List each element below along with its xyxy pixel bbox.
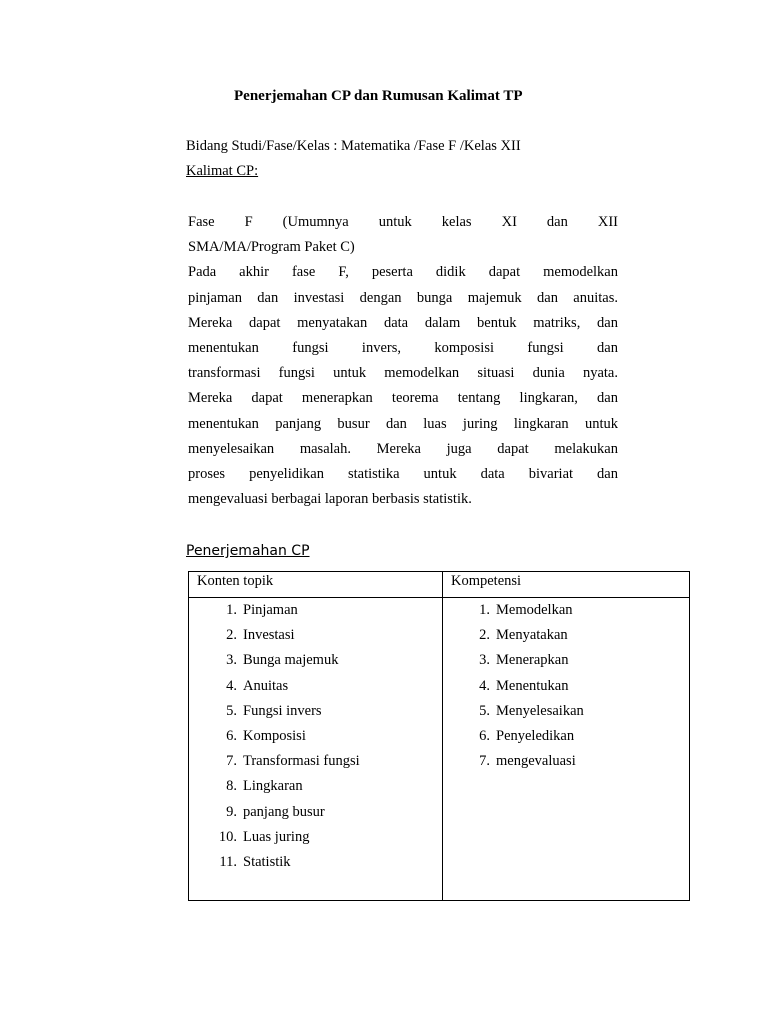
list-item-text: Pinjaman	[243, 602, 298, 618]
list-item-text: mengevaluasi	[496, 753, 576, 770]
list-item	[189, 623, 442, 648]
cp-line: Mereka dapat menerapkan teorema tentang lingkaran, dan	[188, 390, 618, 407]
list-item	[189, 800, 442, 825]
list-item	[189, 648, 442, 673]
list-item-text: Menyelesaikan	[496, 702, 584, 719]
list-item-number: 5.	[479, 702, 490, 719]
list-item	[189, 749, 442, 774]
list-item-number: 2.	[479, 627, 490, 644]
header-konten-topik: Konten topik	[189, 572, 443, 598]
list-item-text: Investasi	[243, 627, 295, 644]
cp-line: transformasi fungsi untuk memodelkan situasi dunia nyata.	[188, 365, 618, 382]
list-item-number: 11.	[219, 854, 237, 871]
list-item-text: panjang busur	[243, 803, 325, 820]
list-item-text: Penyeledikan	[496, 728, 575, 745]
list-item-text: Transformasi fungsi	[243, 753, 360, 770]
section-heading: Penerjemahan CP	[186, 543, 310, 559]
list-item-number: 7.	[479, 753, 490, 770]
list-item	[189, 674, 442, 699]
list-item-number: 1.	[479, 602, 490, 618]
cp-line: menyelesaikan masalah. Mereka juga dapat melakukan	[188, 440, 618, 457]
cp-label: Kalimat CP:	[186, 163, 259, 179]
list-item-number: 8.	[226, 778, 237, 795]
list-item	[443, 749, 689, 774]
list-item-text: Bunga majemuk	[243, 652, 339, 669]
list-item-number: 9.	[226, 803, 237, 820]
list-item-text: Memodelkan	[496, 602, 573, 618]
list-item	[189, 825, 442, 850]
list-item-number: 3.	[226, 652, 237, 669]
header-kompetensi: Kompetensi	[443, 572, 690, 598]
list-item-number: 4.	[479, 677, 490, 694]
list-item	[189, 774, 442, 799]
list-item	[443, 623, 689, 648]
konten-topik-list	[189, 598, 442, 875]
list-item	[189, 598, 442, 623]
cp-translation-table	[188, 571, 690, 901]
list-item-number: 2.	[226, 627, 237, 644]
list-item-text: Statistik	[243, 854, 291, 871]
list-item-text: Menentukan	[496, 677, 569, 694]
document-title: Penerjemahan CP dan Rumusan Kalimat TP	[234, 88, 523, 104]
cp-line: menentukan panjang busur dan luas juring lingkaran untuk	[188, 415, 618, 432]
list-item-text: Lingkaran	[243, 778, 303, 795]
konten-topik-cell	[189, 598, 443, 901]
list-item-number: 6.	[479, 728, 490, 745]
list-item-text: Menerapkan	[496, 652, 569, 669]
list-item-text: Luas juring	[243, 828, 310, 845]
list-item-number: 5.	[226, 702, 237, 719]
list-item	[443, 674, 689, 699]
list-item-text: Komposisi	[243, 728, 306, 745]
cp-line: SMA/MA/Program Paket C)	[188, 239, 355, 256]
list-item-text: Anuitas	[243, 677, 289, 694]
list-item-text: Fungsi invers	[243, 702, 322, 719]
list-item	[189, 699, 442, 724]
cp-line: Mereka dapat menyatakan data dalam bentuk matriks, dan	[188, 314, 618, 331]
cp-line: proses penyelidikan statistika untuk data bivariat dan	[188, 466, 618, 483]
list-item	[443, 699, 689, 724]
list-item-number: 4.	[226, 677, 237, 694]
cp-paragraph	[188, 210, 618, 512]
list-item	[443, 648, 689, 673]
cp-line: pinjaman dan investasi dengan bunga majemuk dan anuitas.	[188, 289, 618, 306]
list-item-number: 6.	[226, 728, 237, 745]
list-item-text: Menyatakan	[496, 627, 568, 644]
cp-line: menentukan fungsi invers, komposisi fungsi dan	[188, 340, 618, 357]
subject-line: Bidang Studi/Fase/Kelas : Matematika /Fase F /Kelas XII	[186, 138, 521, 154]
list-item	[443, 724, 689, 749]
list-item-number: 10.	[218, 828, 237, 845]
list-item	[189, 724, 442, 749]
list-item-number: 7.	[226, 753, 237, 770]
list-item-number: 1.	[226, 602, 237, 618]
cp-line: Pada akhir fase F, peserta didik dapat memodelkan	[188, 264, 618, 281]
cp-line: Fase F (Umumnya untuk kelas XI dan XII	[188, 214, 618, 230]
list-item	[189, 850, 442, 875]
cp-line: mengevaluasi berbagai laporan berbasis statistik.	[188, 491, 472, 508]
kompetensi-cell	[443, 598, 690, 901]
list-item-number: 3.	[479, 652, 490, 669]
list-item	[443, 598, 689, 623]
kompetensi-list	[443, 598, 689, 774]
